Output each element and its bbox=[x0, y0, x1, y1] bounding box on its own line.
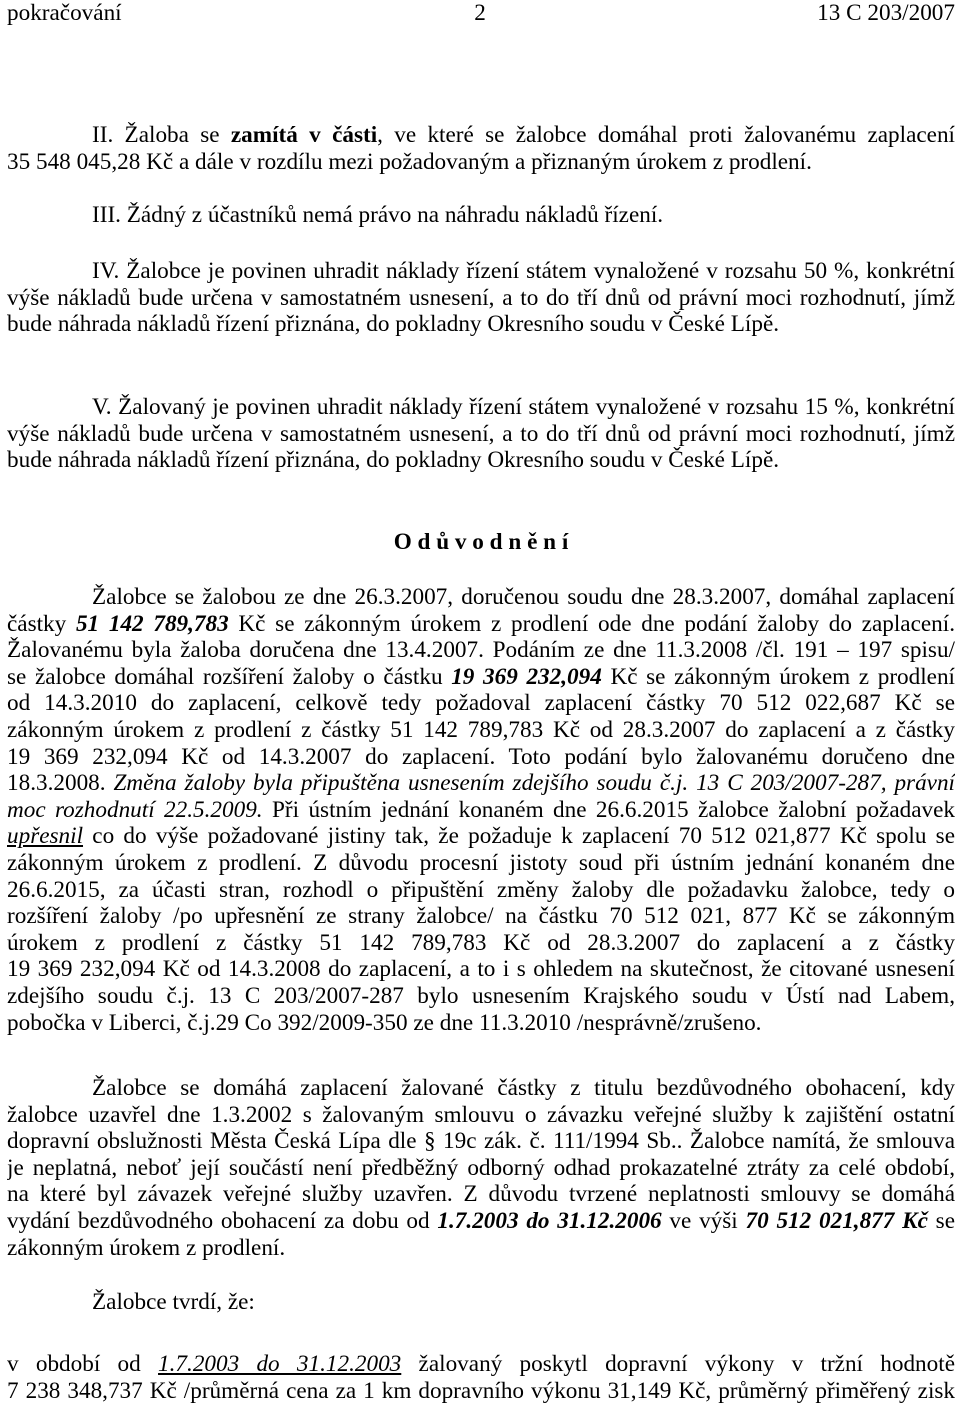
text-run: Žalobce tvrdí, že: bbox=[92, 1289, 255, 1315]
text-line bbox=[7, 770, 955, 797]
text-run: vydání bezdůvodného obohacení za dobu od bbox=[7, 1207, 438, 1234]
text-line bbox=[7, 823, 955, 850]
bold-text-run: zamítá v části bbox=[230, 122, 378, 148]
text-run: Kč se zákonným úrokem z prodlení ode dne podání žaloby do zaplacení. bbox=[228, 610, 955, 637]
text-line bbox=[7, 690, 955, 717]
bold-italic-period: 1.7.2003 do 31.12.2006 bbox=[437, 1207, 662, 1234]
verdict-point-3 bbox=[7, 202, 955, 229]
text-line bbox=[7, 664, 955, 691]
text-line bbox=[7, 1235, 955, 1262]
text-run: 26.6.2015, za účasti stran, rozhodl o připuštění změny žaloby dle požadavku žalobce, tedy o bbox=[7, 876, 955, 903]
page-number: 2 bbox=[474, 0, 486, 26]
text-run: od 14.3.2010 do zaplacení, celkově tedy požadoval zaplacení částky 70 512 022,687 Kč se bbox=[7, 690, 955, 717]
text-run: 7 238 348,737 Kč /průměrná cena za 1 km dopravního výkonu 31,149 Kč, průměrný přiměřený zisk bbox=[7, 1377, 955, 1404]
case-number: 13 C 203/2007 bbox=[817, 0, 955, 26]
text-run: žalovaný poskytl dopravní výkony v tržní hodnotě bbox=[401, 1351, 955, 1377]
verdict-point-5 bbox=[7, 394, 955, 474]
text-run: žalobce uzavřel dne 1.3.2002 s žalovaným smlouvu o závazku veřejné služby k zajištění ostatní bbox=[7, 1101, 955, 1128]
text-line bbox=[7, 311, 955, 338]
text-line bbox=[7, 1208, 955, 1235]
text-run: pobočka v Liberci, č.j.29 Co 392/2009-350 ze dne 11.3.2010 /nesprávně/zrušeno. bbox=[7, 1009, 762, 1036]
text-run: III. Žádný z účastníků nemá právo na náhradu nákladů řízení. bbox=[92, 202, 664, 228]
text-line bbox=[7, 285, 955, 312]
text-run: rozšíření žaloby /po upřesnění ze strany žalobce/ na částku 70 512 021, 877 Kč se zákonným bbox=[7, 903, 955, 930]
text-line bbox=[7, 930, 955, 957]
text-line bbox=[7, 877, 955, 904]
text-line bbox=[7, 447, 955, 474]
text-run: Kč se zákonným úrokem z prodlení bbox=[601, 663, 955, 690]
reasoning-paragraph bbox=[7, 1075, 955, 1261]
text-line bbox=[7, 1181, 955, 1208]
text-run: 19 369 232,094 Kč od 14.3.2008 do zaplacení, a to i s ohledem na skutečnost, že citované usnesení bbox=[7, 956, 955, 983]
text-line bbox=[7, 956, 955, 983]
bold-italic-amount: 70 512 021,877 Kč bbox=[745, 1207, 928, 1234]
text-line bbox=[7, 797, 955, 824]
continuation-label: pokračování bbox=[7, 0, 122, 26]
text-line bbox=[7, 149, 955, 176]
text-line bbox=[7, 611, 955, 638]
text-run: částky bbox=[7, 610, 76, 637]
text-run: 35 548 045,28 Kč a dále v rozdílu mezi požadovaným a přiznaným úrokem z prodlení. bbox=[7, 148, 812, 175]
reasoning-paragraph bbox=[7, 1289, 955, 1316]
text-run: dopravní obslužnosti Města Česká Lípa dle § 19c zák. č. 111/1994 Sb.. Žalobce namítá, že smlouva bbox=[7, 1128, 955, 1155]
text-run: zákonným úrokem z prodlení. bbox=[7, 1234, 286, 1261]
text-line bbox=[7, 744, 955, 771]
text-line bbox=[7, 1289, 955, 1316]
bold-italic-amount: 19 369 232,094 bbox=[451, 663, 602, 690]
text-run: zákonným úrokem z prodlení. Z důvodu procesní jistoty soud při ústním jednání konaném dne bbox=[7, 849, 955, 876]
text-line bbox=[7, 1128, 955, 1155]
text-run: zdejšího soudu č.j. 13 C 203/2007-287 bylo usnesením Krajského soudu v Ústí nad Labem, bbox=[7, 982, 955, 1009]
verdict-point-2 bbox=[7, 122, 955, 175]
reasoning-heading bbox=[7, 529, 955, 556]
text-line bbox=[7, 637, 955, 664]
verdict-point-4 bbox=[7, 258, 955, 338]
text-line bbox=[7, 850, 955, 877]
page-header bbox=[0, 0, 960, 27]
text-run: bude náhrada nákladů řízení přiznána, do pokladny Okresního soudu v České Lípě. bbox=[7, 447, 780, 474]
text-line bbox=[7, 122, 955, 149]
text-run: výše nákladů bude určena v samostatném usnesení, a to do tří dnů od právní moci rozhodnutí, jímž bbox=[7, 420, 955, 447]
text-run: IV. Žalobce je povinen uhradit náklady řízení státem vynaložené v rozsahu 50 %, konkrétní bbox=[92, 258, 955, 284]
reasoning-paragraph bbox=[7, 1351, 955, 1404]
text-run: výše nákladů bude určena v samostatném usnesení, a to do tří dnů od právní moci rozhodnutí, jímž bbox=[7, 284, 955, 311]
underlined-italic-period: 1.7.2003 do 31.12.2003 bbox=[158, 1351, 402, 1377]
text-run: 19 369 232,094 Kč od 14.3.2007 do zaplacení. Toto podání bylo žalovanému doručeno dne bbox=[7, 743, 955, 770]
section-title: O d ů v o d n ě n í bbox=[393, 529, 569, 555]
text-line bbox=[7, 1155, 955, 1182]
text-run: co do výše požadované jistiny tak, že požaduje k zaplacení 70 512 021,877 Kč spolu se bbox=[83, 823, 955, 850]
text-run: Žalovanému byla žaloba doručena dne 13.4.2007. Podáním ze dne 11.3.2008 /čl. 191 – 197 spisu/ bbox=[7, 637, 955, 664]
text-run: je neplatná, neboť její součástí není předběžný odborný odhad prokazatelné ztráty za celé období, bbox=[7, 1154, 955, 1181]
italic-text-run: Změna žaloby byla připuštěna usnesením zdejšího soudu č.j. 13 C 203/2007-287, právní bbox=[113, 770, 955, 797]
italic-text-run: moc rozhodnutí 22.5.2009. bbox=[7, 796, 263, 823]
text-line bbox=[7, 584, 955, 611]
bold-italic-amount: 51 142 789,783 bbox=[75, 610, 229, 637]
text-run: Při ústním jednání konaném dne 26.6.2015 žalobce žalobní požadavek bbox=[262, 796, 955, 823]
text-run: ve výši bbox=[661, 1207, 746, 1234]
reasoning-paragraph bbox=[7, 584, 955, 1036]
text-run: bude náhrada nákladů řízení přiznána, do pokladny Okresního soudu v České Lípě. bbox=[7, 311, 780, 338]
text-line bbox=[7, 1010, 955, 1037]
text-line bbox=[7, 1378, 955, 1405]
text-line bbox=[7, 258, 955, 285]
text-run: úrokem z prodlení z částky 51 142 789,783 Kč od 28.3.2007 do zaplacení a z částky bbox=[7, 929, 955, 956]
text-run: na které byl závazek veřejné služby uzavřen. Z důvodu tvrzené neplatnosti smlouvy se domáhá bbox=[7, 1181, 955, 1208]
text-line bbox=[7, 1102, 955, 1129]
text-line bbox=[7, 202, 955, 229]
text-line bbox=[7, 903, 955, 930]
text-line bbox=[7, 717, 955, 744]
text-run: se bbox=[927, 1207, 955, 1234]
text-run: se žalobce domáhal rozšíření žaloby o částku bbox=[7, 663, 452, 690]
text-line bbox=[7, 1351, 955, 1378]
text-line bbox=[7, 983, 955, 1010]
text-run: II. Žaloba se bbox=[92, 122, 231, 148]
text-run: , ve které se žalobce domáhal proti žalovanému zaplacení bbox=[377, 122, 955, 148]
text-run: Žalobce se domáhá zaplacení žalované částky z titulu bezdůvodného obohacení, kdy bbox=[92, 1075, 955, 1101]
text-line bbox=[7, 421, 955, 448]
underlined-italic-text-run: upřesnil bbox=[7, 823, 84, 850]
text-line bbox=[7, 1075, 955, 1102]
text-line bbox=[7, 394, 955, 421]
text-run: zákonným úrokem z prodlení z částky 51 142 789,783 Kč od 28.3.2007 do zaplacení a z částky bbox=[7, 716, 955, 743]
text-run: v období od bbox=[7, 1351, 159, 1377]
text-run: Žalobce se žalobou ze dne 26.3.2007, doručenou soudu dne 28.3.2007, domáhal zaplacení bbox=[92, 584, 955, 610]
text-run: 18.3.2008. bbox=[7, 770, 114, 797]
text-run: V. Žalovaný je povinen uhradit náklady řízení státem vynaložené v rozsahu 15 %, konkrétní bbox=[92, 394, 955, 420]
